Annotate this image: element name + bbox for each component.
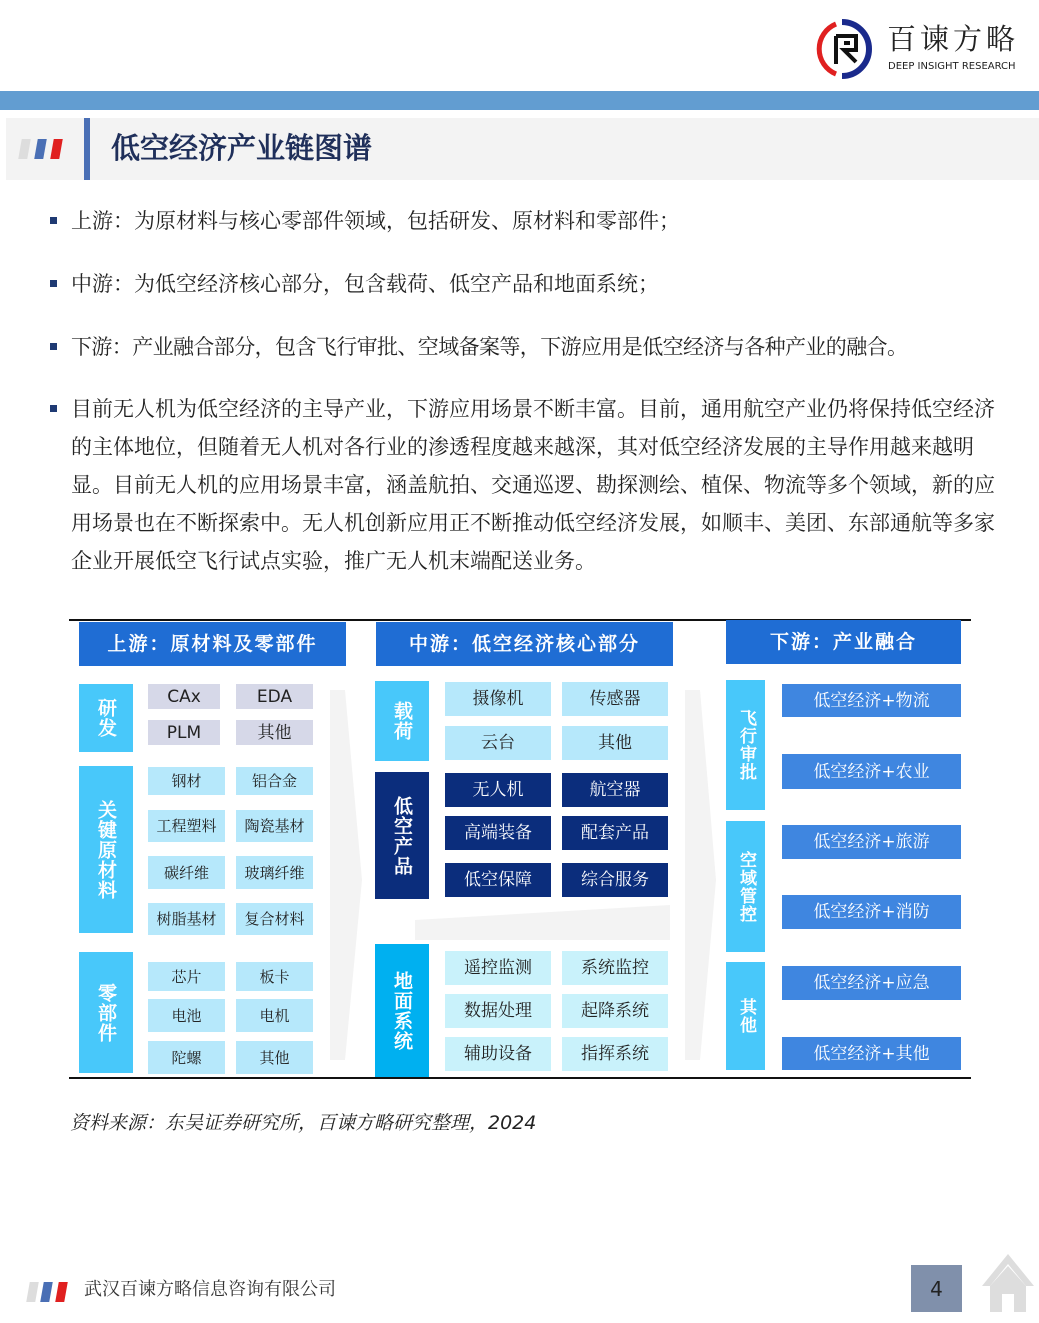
item-box: 综合服务	[562, 863, 668, 897]
item-box: 高端装备	[445, 816, 551, 850]
category-payload: 载荷	[375, 681, 429, 761]
item-box: 树脂基材	[148, 903, 225, 935]
arrow-upstream	[330, 690, 362, 1060]
item-box: 陀螺	[148, 1041, 225, 1074]
item-box: CAx	[148, 684, 220, 709]
bullet-text: 目前无人机为低空经济的主导产业，下游应用场景不断丰富。目前，通用航空产业仍将保持低空经济的主体地位，但随着无人机对各行业的渗透程度越来越深，其对低空经济发展的主导作用越来越明显。目前无人机的应用场景丰富，涵盖航拍、交通巡逻、勘探测绘、植保、物流等多个领域，新的应用场景也在不断探索中。无人机创新应用正不断推动低空经济发展，如顺丰、美团、东部通航等多家企业开展低空飞行试点实验，推广无人机末端配送业务。	[71, 397, 995, 573]
category-flight-approval: 飞行审批	[726, 680, 765, 810]
item-box: 无人机	[445, 773, 551, 807]
item-box: 低空经济+应急	[782, 966, 961, 1000]
category-components: 零部件	[79, 952, 133, 1073]
item-box: 遥控监测	[445, 951, 551, 985]
page-number: 4	[911, 1265, 962, 1312]
item-box: 陶瓷基材	[236, 810, 313, 842]
item-box: 传感器	[562, 682, 668, 716]
arrow-midstream	[685, 690, 716, 1060]
item-box: 起降系统	[562, 994, 668, 1028]
item-box: 钢材	[148, 767, 225, 795]
item-box: 铝合金	[236, 767, 313, 795]
item-box: 摄像机	[445, 682, 551, 716]
item-box: EDA	[236, 684, 313, 709]
category-materials: 关键原材料	[79, 766, 133, 933]
bullet-text: 上游：为原材料与核心零部件领域，包括研发、原材料和零部件；	[71, 209, 680, 233]
item-box: 其他	[236, 1041, 313, 1074]
brand-subtitle: DEEP INSIGHT RESEARCH	[888, 61, 1016, 72]
item-box: 数据处理	[445, 994, 551, 1028]
category-airspace-control: 空域管控	[726, 821, 765, 952]
item-box: 玻璃纤维	[236, 856, 313, 889]
item-box: 碳纤维	[148, 856, 225, 889]
item-box: 云台	[445, 726, 551, 760]
item-box: 其他	[562, 726, 668, 760]
home-icon[interactable]	[980, 1252, 1036, 1312]
item-box: 辅助设备	[445, 1037, 551, 1071]
bullet-text: 下游：产业融合部分，包含飞行审批、空域备案等，下游应用是低空经济与各种产业的融合。	[71, 335, 908, 359]
item-box: 电机	[236, 999, 313, 1032]
item-box: 板卡	[236, 962, 313, 991]
item-box: 低空保障	[445, 863, 551, 897]
item-box: 指挥系统	[562, 1037, 668, 1071]
item-box: PLM	[148, 720, 220, 745]
item-box: 系统监控	[562, 951, 668, 985]
item-box: 其他	[236, 720, 313, 745]
item-box: 低空经济+物流	[782, 684, 961, 717]
category-products: 低空产品	[375, 772, 429, 899]
page-title: 低空经济产业链图谱	[111, 131, 373, 165]
midstream-header: 中游：低空经济核心部分	[376, 622, 673, 666]
bullet-text: 中游：为低空经济核心部分，包含载荷、低空产品和地面系统；	[71, 272, 659, 296]
item-box: 低空经济+旅游	[782, 825, 961, 859]
downstream-header: 下游：产业融合	[726, 620, 961, 664]
item-box: 低空经济+消防	[782, 895, 961, 929]
arrow-mid-inner	[415, 905, 670, 940]
category-other: 其他	[726, 962, 765, 1070]
footer-company: 武汉百谏方略信息咨询有限公司	[84, 1279, 336, 1300]
category-ground: 地面系统	[375, 944, 429, 1077]
item-box: 电池	[148, 999, 225, 1032]
source-note: 资料来源：东吴证券研究所，百谏方略研究整理，2024	[70, 1112, 537, 1134]
item-box: 低空经济+农业	[782, 754, 961, 789]
item-box: 配套产品	[562, 816, 668, 850]
item-box: 芯片	[148, 962, 225, 991]
brand-name: 百谏方略	[887, 22, 1020, 56]
item-box: 复合材料	[236, 903, 313, 935]
category-rnd: 研发	[79, 684, 133, 752]
item-box: 低空经济+其他	[782, 1037, 961, 1070]
upstream-header: 上游：原材料及零部件	[79, 622, 346, 666]
item-box: 工程塑料	[148, 810, 225, 842]
item-box: 航空器	[562, 773, 668, 807]
